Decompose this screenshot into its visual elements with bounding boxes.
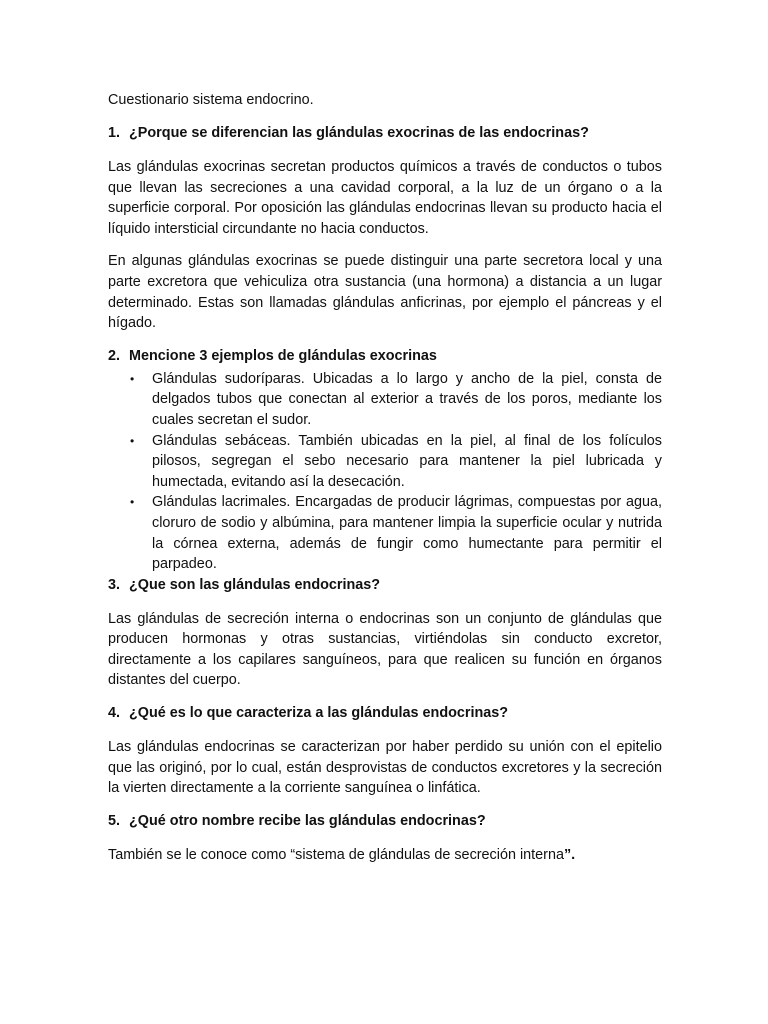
bullet-icon: • xyxy=(130,495,135,510)
exocrine-examples-list xyxy=(108,369,662,575)
question-number: 1. xyxy=(108,125,121,141)
document-title: Cuestionario sistema endocrino. xyxy=(108,92,314,108)
question-number: 3. xyxy=(108,576,121,593)
question-number: 2. xyxy=(108,347,121,364)
question-text: ¿Que son las glándulas endocrinas? xyxy=(129,576,381,593)
document-page xyxy=(108,90,662,877)
list-item-text: Glándulas sudoríparas. Ubicadas a lo largo y ancho de la piel, consta de delgados tubos que conectan al exterior a través de los poros, mediante los cuales secretan el sudor. xyxy=(152,370,662,428)
question-1 xyxy=(108,123,662,144)
answer-paragraph: En algunas glándulas exocrinas se puede distinguir una parte secretora local y una parte excretora que vehiculiza otra sustancia (una hormona) a distancia a un lugar determinado. Estas son llamadas glándulas anficrinas, por ejemplo el páncreas y el hígado. xyxy=(108,253,662,332)
question-text: ¿Qué es lo que caracteriza a las glándulas endocrinas? xyxy=(129,705,509,722)
question-3 xyxy=(108,575,662,596)
answer-paragraph xyxy=(108,845,662,866)
answer-paragraph: Las glándulas endocrinas se caracterizan por haber perdido su unión con el epitelio que las originó, por lo cual, están desprovistas de conductos excretores y la secreción la vierten directamente a la corriente sanguínea o linfática. xyxy=(108,739,662,797)
question-text: ¿Porque se diferencian las glándulas exocrinas de las endocrinas? xyxy=(129,125,589,141)
list-item-text: Glándulas sebáceas. También ubicadas en la piel, al final de los folículos pilosos, segregan el sebo necesario para mantener la piel lubricada y humectada, evitando así la desecación. xyxy=(152,432,662,490)
list-item xyxy=(108,369,662,431)
bullet-icon: • xyxy=(130,433,135,448)
list-item xyxy=(108,431,662,493)
question-text: ¿Qué otro nombre recibe las glándulas endocrinas? xyxy=(129,812,486,829)
bullet-icon: • xyxy=(130,371,135,386)
answer-paragraph: Las glándulas de secreción interna o endocrinas son un conjunto de glándulas que producen hormonas y otras sustancias, virtiéndolas sin conducto excretor, directamente a los capilares sanguíneos, para que realicen su función en órganos distantes del cuerpo. xyxy=(108,610,662,689)
question-2 xyxy=(108,346,662,367)
question-number: 5. xyxy=(108,812,121,829)
answer-paragraph: Las glándulas exocrinas secretan productos químicos a través de conductos o tubos que llevan las secreciones a una cavidad corporal, a la luz de un órgano o a la superficie corporal. Por oposición las glándulas endocrinas llevan su producto hacia el líquido intersticial circundante no hacia conductos. xyxy=(108,159,662,237)
answer-text: También se le conoce como “sistema de glándulas de secreción interna xyxy=(108,846,564,863)
list-item-text: Glándulas lacrimales. Encargadas de producir lágrimas, compuestas por agua, cloruro de sodio y albúmina, para mantener limpia la superficie ocular y nutrida la córnea externa, además de fungir como humectante para permitir el parpadeo. xyxy=(152,494,662,573)
question-text: Mencione 3 ejemplos de glándulas exocrinas xyxy=(129,347,437,364)
answer-closing-quote: ”. xyxy=(563,846,576,863)
question-4 xyxy=(108,703,662,724)
list-item xyxy=(108,492,662,574)
question-number: 4. xyxy=(108,705,121,722)
question-5 xyxy=(108,811,662,832)
